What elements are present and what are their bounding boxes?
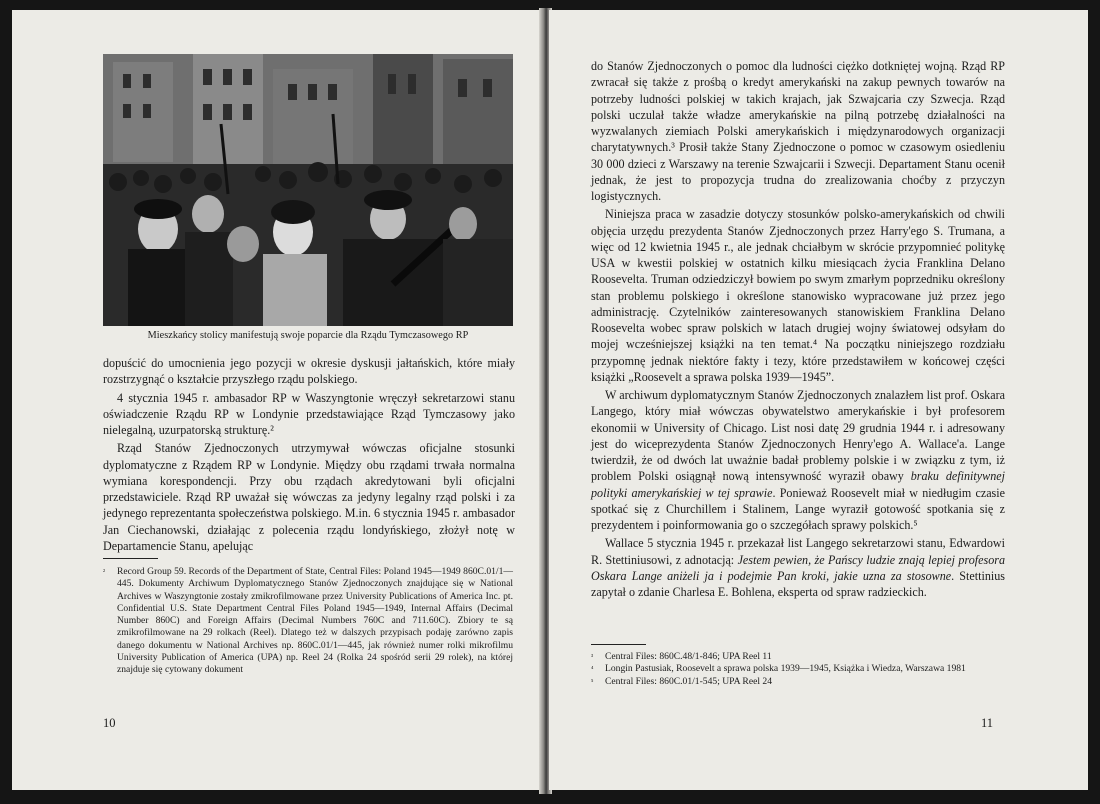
footnote-mark: ⁵: [591, 677, 594, 686]
right-paragraph-2: Niniejsza praca w zasadzie dotyczy stosunków polsko-amerykańskich od chwili objęcia urzędu prezydenta Stanów Zjednoczonych przez Harry'ego S. Trumana, a więc od 12 kwietnia 1945 r., ale jednak chciałbym w skrócie przypomnieć politykę USA w kwestii polskiej w ostatnich kilku miesiącach życia Franklina Delano Roosevelta. Truman odziedziczył bowiem po swym zmarłym poprzedniku określony stan problemu polskiego i określone stanowisko wypracowane już przez jego administrację. Czytelników zainteresowanych stanowiskiem Franklina Delano Roosevelta wobec spraw polskich w latach drugiej wojny światowej odsyłam do mojej wcześniejszej książki na ten temat.⁴ Na początku niniejszego rozdziału przypomnę jednak niektóre fakty i tezy, które przedstawiłem w końcowej części książki „Roosevelt a sprawa polska 1939—1945”.: [591, 207, 1005, 384]
paragraph-text: . Ponieważ Roosevelt miał w niedługim czasie spotkać się z Churchillem i Stalinem, Lange wyraził gotowość spotkania się z prezydentem i poinformowania go o szczegółach sprawy polskich.⁵: [591, 485, 1005, 532]
footnote-mark: ⁴: [591, 665, 594, 674]
left-paragraph-2: 4 stycznia 1945 r. ambasador RP w Waszyngtonie wręczył sekretarzowi stanu oświadczenie Rządu RP w Londynie przedstawiające Rząd Tymczasowy jako nielegalną, uzurpatorską strukturę.²: [103, 390, 515, 437]
right-paragraph-4: [591, 535, 1005, 600]
paragraph-text: . Stettinius zapytał o zdanie Charlesa E. Bohlena, eksperta od spraw radzieckich.: [591, 568, 1005, 599]
left-page: [12, 10, 542, 790]
left-footnotes: [103, 566, 513, 677]
page-number-left: 10: [103, 716, 116, 730]
footnote-text: Central Files: 860C.48/1-846; UPA Reel 11: [605, 651, 772, 662]
footnote-5: [591, 676, 1005, 688]
paragraph-text: Wallace 5 stycznia 1945 r. przekazał list Langego sekretarzowi stanu, Edwardowi R. Stettiniusowi, z adnotacją:: [591, 536, 1005, 567]
footnote-2: [103, 566, 513, 677]
footnote-divider: [591, 644, 646, 645]
left-paragraph-3: Rząd Stanów Zjednoczonych utrzymywał wówczas oficjalne stosunki dyplomatyczne z Rządem RP w Londynie. Między obu rządami trwała normalna wymiana korespondencji. Przy obu rządach akredytowani byli oficjalni przedstawiciele. Rząd RP uważał się wówczas za jedyny legalny rząd polski i za jedynego reprezentanta społeczeństwa polskiego. M.in. 6 stycznia 1945 r. ambasador Jan Ciechanowski, działając z polecenia rządu londyńskiego, złożył notę w Departamencie Stanu, apelując: [103, 441, 515, 553]
footnote-text: Record Group 59. Records of the Department of State, Central Files: Poland 1945—1949 860C.01/1—445. Dokumenty Archiwum Dyplomatycznego Stanów Zjednoczonych znajdujące się w National Archives w Waszyngtonie zostały zmikrofilmowane przez University Publications of America Inc. pt. Confidential U.S. State Department Central Files Poland 1945—1949, Internal Affairs (Decimal Number 860C) and Foreign Affairs (Decimal Numbers 760C and 711.60C). Zbiory te są zmikrofilmowane na 29 rolkach (Reel). Dlatego też w dalszych przypisach podaję zarówno zapis danego dokumentu w National Archives np. 860C.01/1—445, jak również numer rolki mikrofilmu University Publication of America (UPA) np. Reel 24 (Rolka 24 spośród serii 29 rolek), na której znajduje się cytowany dokument: [117, 566, 513, 676]
page-number-right: 11: [981, 716, 994, 730]
footnote-3: [591, 651, 1005, 663]
crowd-photo: [103, 54, 513, 326]
footnote-mark: ³: [591, 653, 594, 661]
right-page: [549, 10, 1088, 790]
paragraph-text: W archiwum dyplomatycznym Stanów Zjednoczonych znalazłem list prof. Oskara Langego, który miał wówczas obywatelstwo amerykańskie i był profesorem ekonomii w University of Chicago. List nosi datę 29 grudnia 1944 r. i adresowany jest do wiceprezydenta Stanów Zjednoczonych Henry'ego A. Wallace'a. Lange twierdził, że od dwóch lat uważnie badał problemy polskie i w związku z tym, iż problem Polski osiągnął nową intensywność wyraził obawy: [591, 388, 1005, 484]
right-paragraph-3: [591, 387, 1005, 533]
photo-caption: Mieszkańcy stolicy manifestują swoje poparcie dla Rządu Tymczasowego RP: [147, 330, 469, 341]
right-footnotes: [591, 651, 1005, 688]
footnote-4: [591, 663, 1005, 675]
right-body-text: [591, 58, 1005, 600]
left-body-text: [103, 355, 515, 554]
footnote-mark: ²: [103, 568, 106, 576]
italic-quote: Jestem pewien, że Pańscy ludzie znają lepiej profesora Oskara Lange aniżeli ja i podejmie Pan kroki, jakie uzna za stosowne: [591, 552, 1005, 583]
italic-phrase: braku definitywnej polityki amerykańskiej w tej sprawie: [591, 469, 1005, 500]
left-paragraph-1: dopuścić do umocnienia jego pozycji w okresie dyskusji jałtańskich, które miały rozstrzygnąć o kształcie przyszłego rządu polskiego.: [103, 356, 515, 387]
footnote-text: Central Files: 860C.01/1-545; UPA Reel 24: [605, 675, 773, 687]
footnote-divider: [103, 558, 158, 559]
right-paragraph-1: do Stanów Zjednoczonych o pomoc dla ludności ciężko dotkniętej wojną. Rząd RP zwracał się także z prośbą o kredyt amerykański na zakup pewnych towarów na potrzeby ludności polskiej w takich krajach, jak Szwajcaria czy Szwecja. Rząd polski uczulał także władze amerykańskie na pilną potrzebę działalności na wyzwalanych ziemiach Polski amerykańskich i międzynarodowych organizacji charytatywnych.³ Prosił także Stany Zjednoczone o pomoc w czasowym osiedleniu 30 000 dzieci z Warszawy na terenie Szwajcarii i Szwecji. Departament Stanu ocenił jednak, że jest to propozycja trudna do zrealizowania choćby z przyczyn logistycznych.: [591, 59, 1005, 203]
footnote-text: Longin Pastusiak, Roosevelt a sprawa polska 1939—1945, Książka i Wiedza, Warszawa 1981: [605, 663, 966, 675]
crowd-photo-image: [103, 54, 513, 326]
